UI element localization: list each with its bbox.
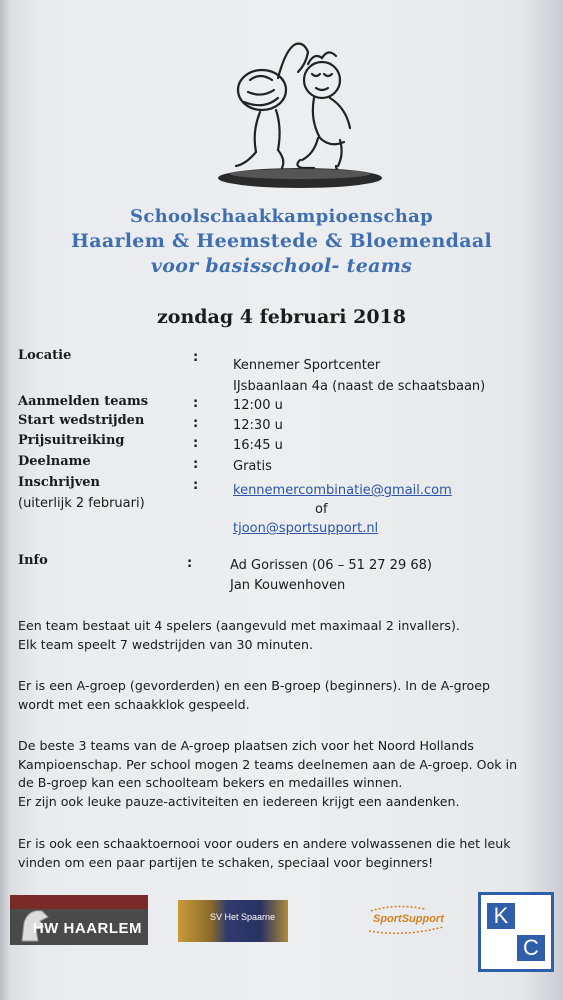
email-link-2[interactable]: tjoon@sportsupport.nl: [233, 521, 379, 536]
kennemer-combinatie-logo: [478, 892, 554, 972]
paragraph-line: Kampioenschap. Per school mogen 2 teams deelnemen aan de A-groep. Ook in: [18, 756, 518, 772]
value-locatie-1: Kennemer Sportcenter: [233, 358, 381, 373]
colon: :: [193, 416, 199, 431]
label-info: Info: [18, 553, 48, 568]
paragraph-parents: [18, 835, 548, 872]
paragraph-line: vinden om een paar partijen te schaken, speciaal voor beginners!: [18, 854, 434, 870]
value-aanmelden: 12:00 u: [233, 398, 283, 413]
sportsupport-logo: [365, 905, 450, 935]
event-date: zondag 4 februari 2018: [156, 306, 406, 328]
hw-haarlem-logo: [10, 895, 148, 945]
title-line-3: voor basisschool- teams: [150, 255, 413, 277]
paragraph-line: Er is ook een schaaktoernooi voor ouders en andere volwassenen die het leuk: [18, 836, 511, 851]
paragraph-team: [18, 617, 548, 654]
label-deelname: Deelname: [18, 454, 91, 469]
paragraph-line: de B-groep kan een schoolteam bekers en medailles winnen.: [18, 775, 403, 790]
colon: :: [193, 350, 199, 365]
colon: :: [193, 457, 199, 472]
inschrijven-deadline: (uiterlijk 2 februari): [18, 496, 145, 511]
kc-letter-k: K: [487, 903, 515, 929]
paragraph-line: Elk team speelt 7 wedstrijden van 30 minuten.: [18, 636, 313, 652]
paragraph-line: Er zijn ook leuke pauze-activiteiten en iedereen krijgt een aandenken.: [18, 793, 460, 809]
sportsupport-text: SportSupport: [373, 913, 444, 925]
paragraph-championship: [18, 737, 548, 811]
label-inschrijven: Inschrijven: [18, 475, 100, 490]
value-start: 12:30 u: [233, 418, 283, 433]
paragraph-groups: [18, 677, 548, 714]
colon: :: [193, 436, 199, 451]
label-aanmelden: Aanmelden teams: [18, 394, 149, 409]
sv-het-spaarne-logo: [178, 900, 288, 942]
colon: :: [193, 396, 199, 411]
title-line-2: Haarlem & Heemstede & Bloemendaal: [71, 230, 492, 252]
label-prijsuitreiking: Prijsuitreiking: [18, 433, 125, 448]
paragraph-line: De beste 3 teams van de A-groep plaatsen zich voor het Noord Hollands: [18, 738, 474, 753]
value-prijsuitreiking: 16:45 u: [233, 438, 283, 453]
colon: :: [187, 556, 193, 571]
value-info-1: Ad Gorissen (06 – 51 27 29 68): [230, 558, 432, 573]
label-locatie: Locatie: [18, 348, 72, 363]
value-deelname: Gratis: [233, 459, 272, 474]
title-line-1: Schoolschaakkampioenschap: [130, 206, 433, 227]
hw-logo-text: HW HAARLEM: [32, 920, 142, 937]
paragraph-line: Een team bestaat uit 4 spelers (aangevuld met maximaal 2 invallers).: [18, 618, 460, 633]
paragraph-line: wordt met een schaakklok gespeeld.: [18, 696, 250, 712]
kc-letter-c: C: [517, 935, 545, 961]
chess-players-illustration: [200, 28, 390, 200]
colon: :: [193, 478, 199, 493]
value-locatie-2: IJsbaanlaan 4a (naast de schaatsbaan): [233, 379, 486, 394]
value-info-2: Jan Kouwenhoven: [230, 578, 346, 593]
sv-logo-text: SV Het Spaarne: [210, 912, 276, 922]
label-start: Start wedstrijden: [18, 413, 145, 428]
email-link-1[interactable]: kennemercombinatie@gmail.com: [233, 483, 452, 498]
paragraph-line: Er is een A-groep (gevorderden) en een B-groep (beginners). In de A-groep: [18, 678, 490, 693]
or-text: of: [315, 502, 328, 517]
